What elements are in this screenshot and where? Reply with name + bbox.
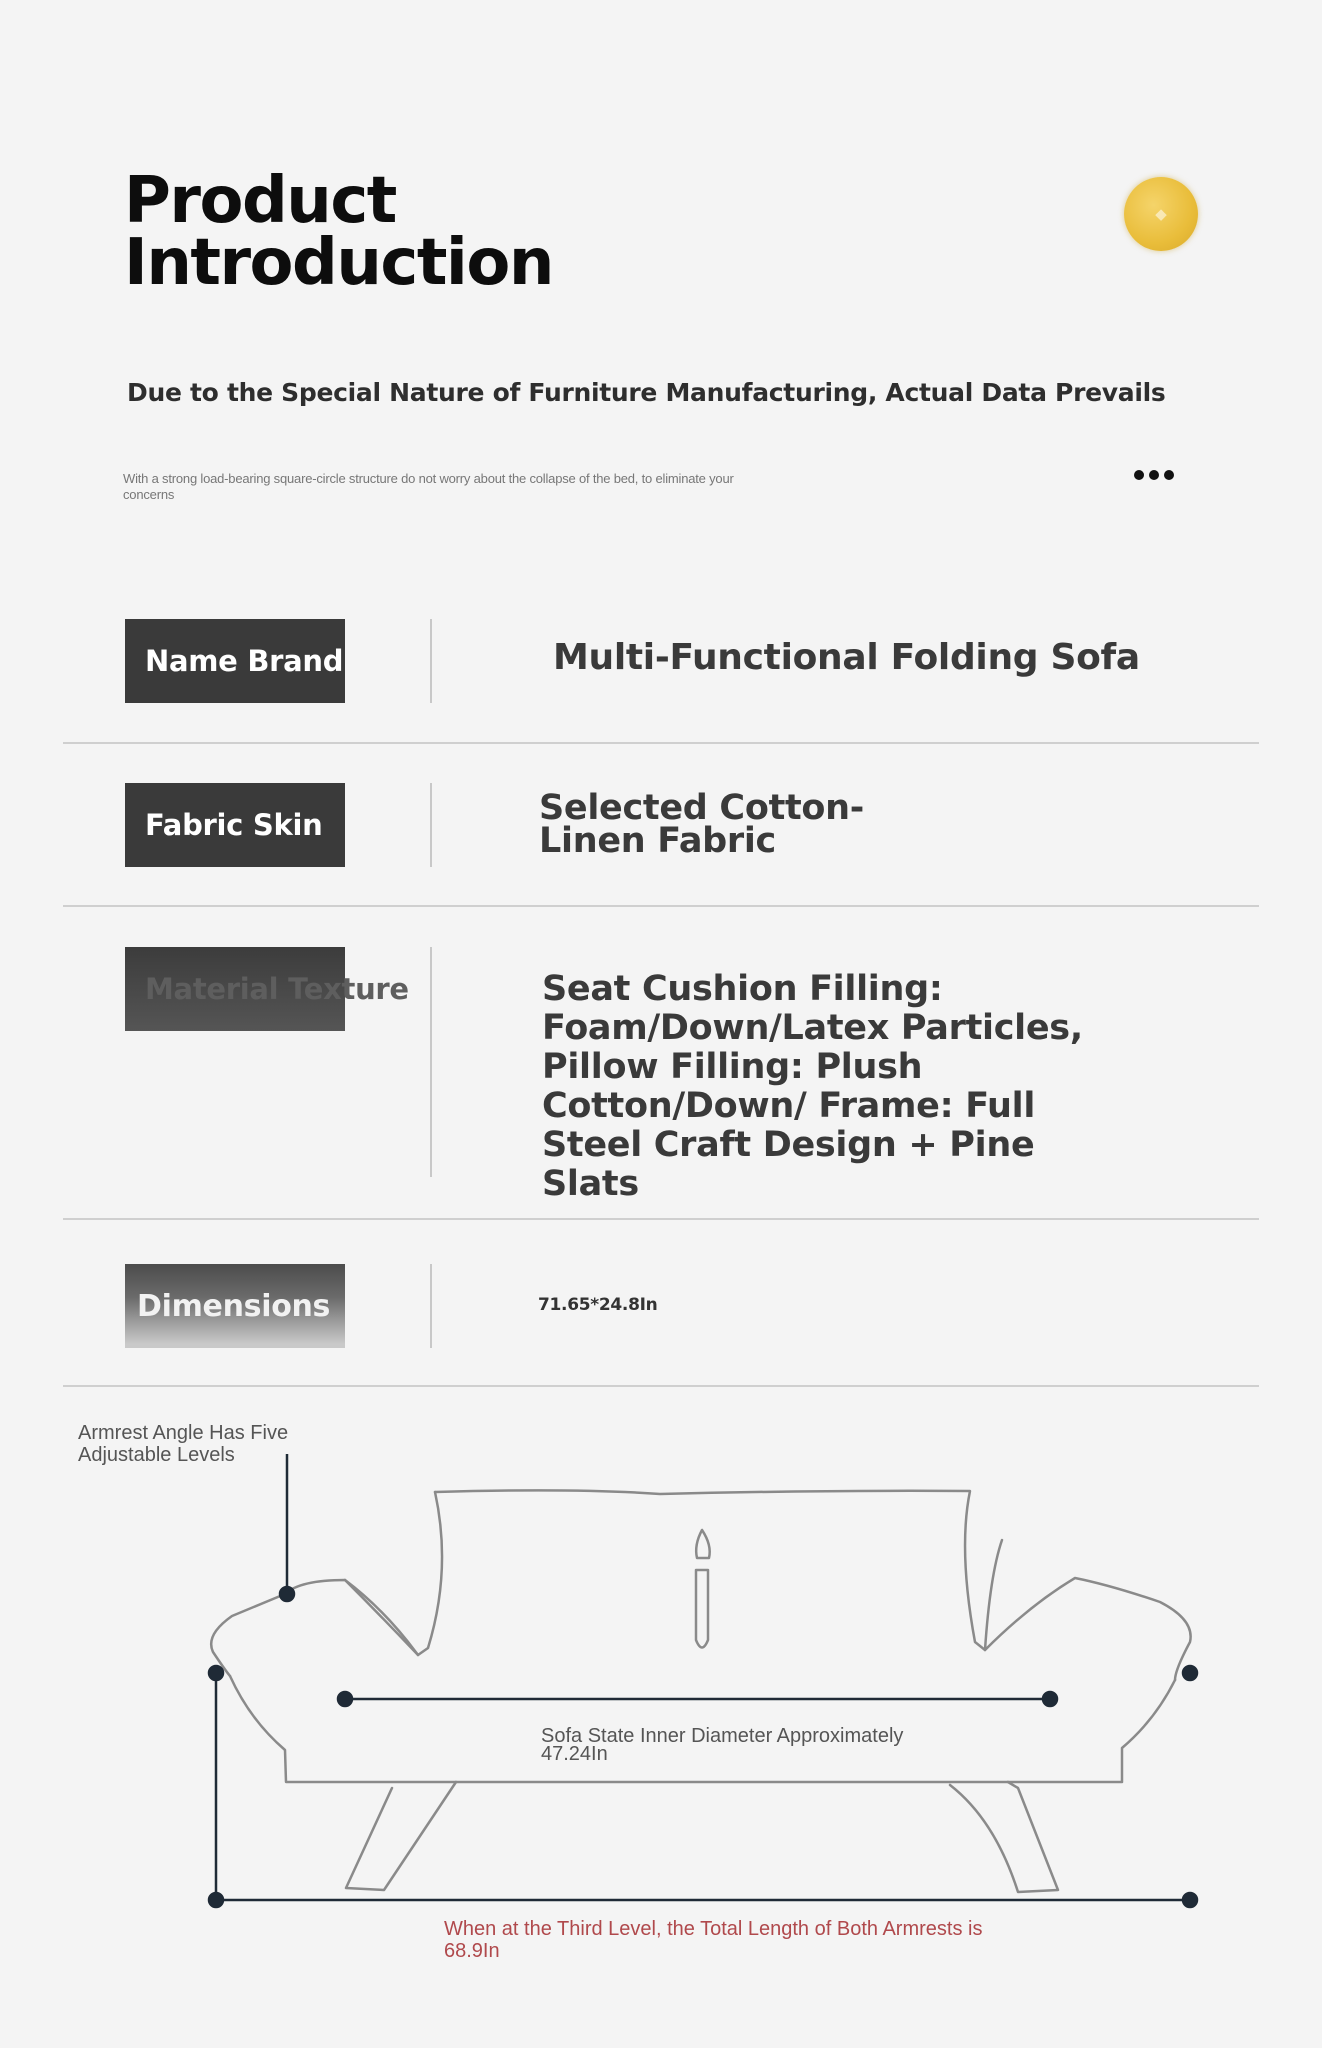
label-material-texture: Material Texture — [125, 947, 345, 1031]
sofa-left-armrest — [211, 1580, 418, 1676]
label-dimensions: Dimensions — [125, 1264, 345, 1348]
page-title — [124, 164, 553, 300]
title-line-2: Introduction — [124, 226, 553, 300]
description-text: With a strong load-bearing square-circle structure do not worry about the collapse of the bed, to eliminate your concerns — [123, 471, 734, 502]
sofa-back-cushion — [435, 1490, 1002, 1650]
title-line-1: Product — [124, 164, 396, 238]
sofa-diagram — [0, 1380, 1322, 1980]
armrest-angle-note: Armrest Angle Has Five Adjustable Levels — [78, 1422, 289, 1466]
row-divider — [430, 947, 432, 1177]
section-divider — [63, 1218, 1259, 1220]
label-fabric-skin: Fabric Skin — [125, 783, 345, 867]
value-material-texture: Seat Cushion Filling: Foam/Down/Latex Particles, Pillow Filling: Plush Cotton/Down/ Frame: Full Steel Craft Design + Pine Slats — [542, 969, 1083, 1204]
inner-diameter-note: Sofa State Inner Diameter Approximately 47.24In — [541, 1725, 904, 1765]
section-divider — [63, 905, 1259, 907]
value-dimensions: 71.65*24.8In — [538, 1295, 658, 1315]
sofa-right-leg — [950, 1782, 1058, 1892]
armrest-point — [280, 1587, 294, 1601]
row-divider — [430, 1264, 432, 1348]
value-name-brand: Multi-Functional Folding Sofa — [553, 637, 1140, 678]
label-name-brand: Name Brand — [125, 619, 345, 703]
sofa-left-leg — [346, 1782, 456, 1890]
sofa-tassel-top — [696, 1530, 710, 1558]
row-divider — [430, 783, 432, 867]
row-divider — [430, 619, 432, 703]
sofa-tassel-bottom — [696, 1570, 708, 1648]
value-fabric-skin: Selected Cotton-Linen Fabric — [539, 788, 865, 861]
subtitle: Due to the Special Nature of Furniture Manufacturing, Actual Data Prevails — [127, 378, 1166, 407]
more-dots-icon — [1134, 470, 1174, 480]
total-length-note: When at the Third Level, the Total Length of Both Armrests is 68.9In — [444, 1918, 983, 1962]
section-divider — [63, 742, 1259, 744]
sofa-right-armrest — [985, 1578, 1191, 1680]
gold-badge-icon: ◆ — [1124, 177, 1198, 251]
